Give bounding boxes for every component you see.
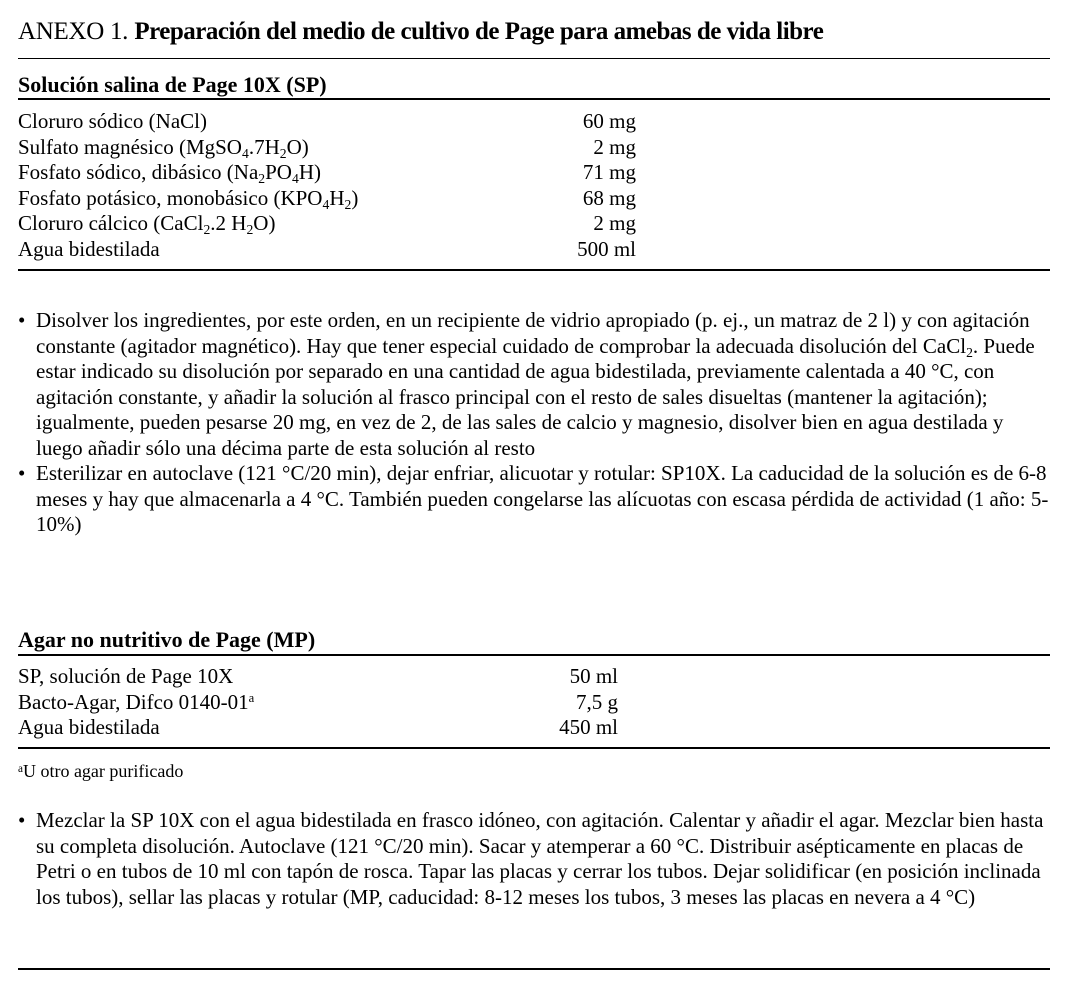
footnote xyxy=(18,760,1050,782)
section2-heading-rule xyxy=(18,654,1050,656)
text-run: .2 H xyxy=(210,211,247,235)
text-run: U otro agar purificado xyxy=(22,761,184,781)
section2-table-rule xyxy=(18,747,1050,749)
subscript: 2 xyxy=(279,145,287,161)
document-title xyxy=(18,16,1050,48)
instruction-item xyxy=(18,308,1050,461)
text-run: O) xyxy=(253,211,276,235)
section2-heading: Agar no nutritivo de Page (MP) xyxy=(18,627,316,652)
ingredient-quantity: 60 mg xyxy=(582,109,636,133)
section1-ingredient-table xyxy=(18,109,1050,262)
section1-table-rule xyxy=(18,269,1050,271)
bullet-icon: • xyxy=(18,308,26,332)
subscript: 4 xyxy=(291,171,299,187)
text-run: Cloruro sódico (NaCl) xyxy=(18,109,207,133)
section2-ingredient-table xyxy=(18,664,1050,741)
text-run: Esterilizar en autoclave (121 °C/20 min), dejar enfriar, alicuotar y rotular: SP10X. La caducidad de la solución es de 6-8 meses y hay que almacenarla a 4 °C. También pueden congelarse las alícuotas con escasa pérdida de actividad (1 año: 5-10%) xyxy=(36,461,1049,536)
ingredient-name xyxy=(18,135,309,161)
ingredient-name xyxy=(18,109,207,135)
subscript: 4 xyxy=(322,196,330,212)
ingredient-name xyxy=(18,186,358,212)
text-run: H xyxy=(329,185,345,210)
ingredient-row xyxy=(18,135,1050,161)
ingredient-quantity: 2 mg xyxy=(593,211,636,235)
bullet-icon: • xyxy=(18,461,26,485)
subscript: 4 xyxy=(241,145,249,161)
ingredient-quantity: 2 mg xyxy=(593,134,636,159)
ingredient-name xyxy=(18,211,275,237)
ingredient-row xyxy=(18,237,1050,263)
ingredient-quantity: 450 ml xyxy=(559,715,618,739)
ingredient-name xyxy=(18,664,233,690)
ingredient-row xyxy=(18,690,1050,716)
text-run: Mezclar la SP 10X con el agua bidestilada en frasco idóneo, con agitación. Calentar y añadir el agar. Mezclar bien hasta su completa disolución. Autoclave (121 °C/20 min). Sacar y atemperar a 60 °C. Distribuir asépticamente en placas de Petri o en tubos de 10 ml con tapón de rosca. Tapar las placas y cerrar los tubos. Dejar solidificar (en posición inclinada los tubos), sellar las placas y rotular (MP, caducidad: 8-12 meses los tubos, 3 meses las placas en nevera a 4 °C) xyxy=(36,808,1044,909)
document-page xyxy=(18,0,1050,994)
bottom-rule xyxy=(18,968,1050,970)
text-run: Cloruro cálcico (CaCl xyxy=(18,211,204,235)
instruction-item xyxy=(18,461,1050,538)
ingredient-name xyxy=(18,690,254,716)
section1-heading: Solución salina de Page 10X (SP) xyxy=(18,72,327,97)
text-run: Fosfato sódico, dibásico (Na xyxy=(18,160,259,184)
section2-instructions xyxy=(18,808,1050,910)
ingredient-quantity: 50 ml xyxy=(569,664,618,688)
text-run: Sulfato magnésico (MgSO xyxy=(18,134,242,159)
section1-heading-rule xyxy=(18,98,1050,100)
text-run: Fosfato potásico, monobásico (KPO xyxy=(18,185,323,210)
subscript: 2 xyxy=(258,171,266,187)
text-run: Agua bidestilada xyxy=(18,236,160,261)
subscript: 2 xyxy=(203,222,211,238)
text-run: Disolver los ingredientes, por este orden, en un recipiente de vidrio apropiado (p. ej., un matraz de 2 l) y con agitación constante (agitador magnético). Hay que tener especial cuidado de comprobar la adecuada disolución del CaCl xyxy=(36,308,1030,358)
text-run: O) xyxy=(286,134,309,159)
ingredient-quantity: 500 ml xyxy=(577,236,636,261)
ingredient-row xyxy=(18,109,1050,135)
subscript: 2 xyxy=(966,344,973,360)
text-run: Agua bidestilada xyxy=(18,715,160,739)
ingredient-row xyxy=(18,664,1050,690)
text-run: PO xyxy=(265,160,292,184)
section1-instructions xyxy=(18,308,1050,538)
text-run: ) xyxy=(351,185,359,210)
superscript: a xyxy=(18,762,23,775)
superscript: a xyxy=(248,690,255,705)
text-run: H) xyxy=(298,160,321,184)
rule-under-title xyxy=(18,58,1050,59)
text-run: . Puede estar indicado su disolución por separado en una cantidad de agua bidestilada, previamente calentada a 40 °C, con agitación constante, y añadir la solución al frasco principal con el resto de sales disueltas (mantener la agitación); igualmente, pueden pesarse 20 mg, en vez de 2, de las sales de calcio y magnesio, disolver bien en agua destilada y luego añadir sólo una décima parte de esta solución al resto xyxy=(36,333,1035,460)
ingredient-row xyxy=(18,715,1050,741)
ingredient-quantity: 71 mg xyxy=(582,160,636,184)
ingredient-row xyxy=(18,186,1050,212)
title-main: Preparación del medio de cultivo de Page para amebas de vida libre xyxy=(134,18,824,45)
text-run: SP, solución de Page 10X xyxy=(18,664,234,688)
ingredient-quantity: 7,5 g xyxy=(576,689,618,714)
ingredient-name xyxy=(18,237,160,263)
ingredient-row xyxy=(18,160,1050,186)
ingredient-quantity: 68 mg xyxy=(582,185,636,210)
subscript: 2 xyxy=(246,222,254,238)
ingredient-name xyxy=(18,715,160,741)
text-run: .7H xyxy=(248,134,280,159)
ingredient-row xyxy=(18,211,1050,237)
text-run: Bacto-Agar, Difco 0140-01 xyxy=(18,689,249,714)
subscript: 2 xyxy=(344,196,352,212)
title-prefix: ANEXO 1. xyxy=(18,18,129,45)
bullet-icon: • xyxy=(18,808,26,832)
instruction-item xyxy=(18,808,1050,910)
ingredient-name xyxy=(18,160,321,186)
